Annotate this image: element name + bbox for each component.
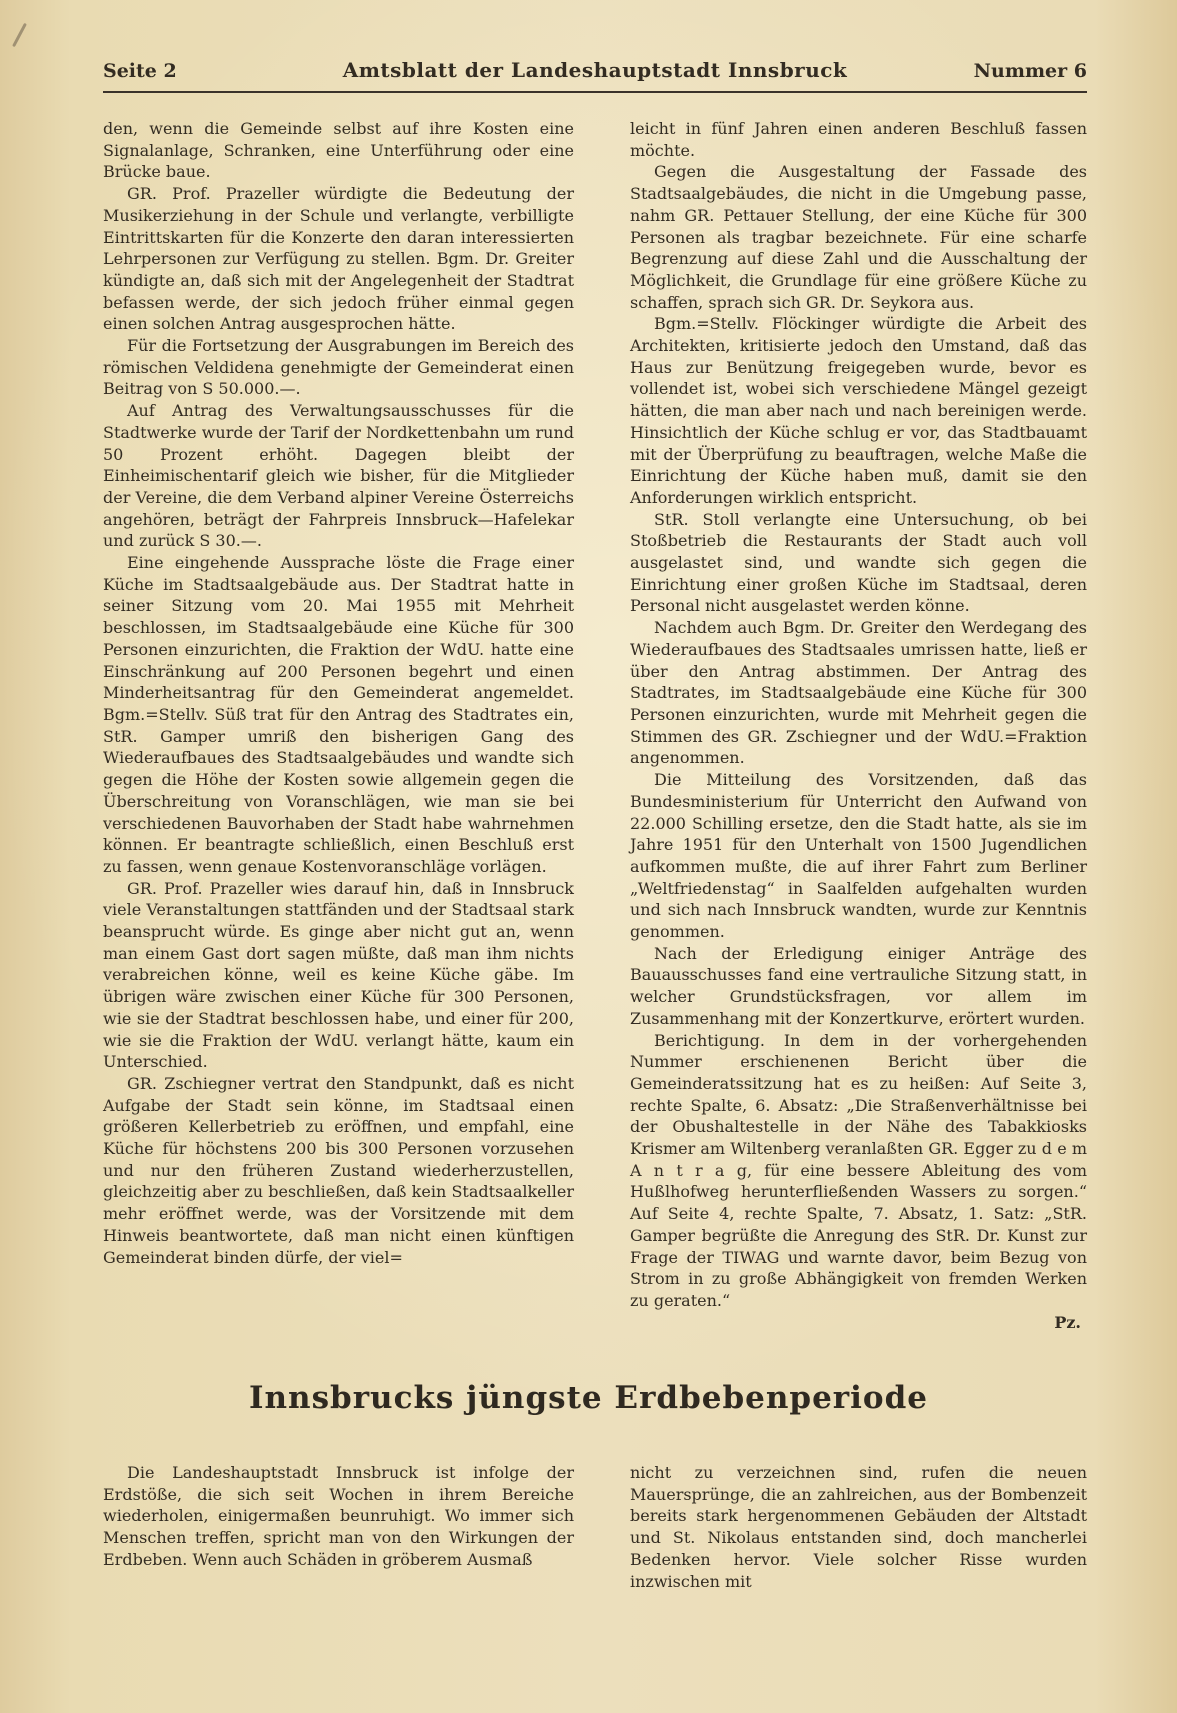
- paragraph: GR. Prof. Prazeller wies darauf hin, daß in Innsbruck viele Veranstaltungen stattfänden und der Stadtsaal stark beansprucht würde. Es ginge aber nicht gut an, wenn man einem Gast dort sagen müßte, daß man ihm nichts verabreichen könne, weil es keine Küche gäbe. Im übrigen wäre zwischen einer Küche für 300 Personen, wie sie der Stadtrat beschlossen habe, und einer für 200, wie sie die Fraktion der WdU. verlangt hätte, kaum ein Unterschied.: [103, 878, 574, 1072]
- council-article-left-column: [103, 118, 574, 1333]
- paragraph: leicht in fünf Jahren einen anderen Beschluß fassen möchte.: [630, 119, 1087, 160]
- paragraph: den, wenn die Gemeinde selbst auf ihre Kosten eine Signalanlage, Schranken, eine Unterführung oder eine Brücke baue.: [103, 119, 574, 182]
- earthquake-article-headline: Innsbrucks jüngste Erdbebenperiode: [249, 1380, 928, 1416]
- page-number-label: Seite 2: [103, 60, 177, 82]
- paper-pen-mark: [12, 23, 27, 47]
- paragraph: Nachdem auch Bgm. Dr. Greiter den Werdegang des Wiederaufbaues des Stadtsaales umrissen hatte, ließ er über den Antrag abstimmen. Der Antrag des Stadtrates, im Stadtsaalgebäude eine Küche für 300 Personen einzurichten, wurde mit Mehrheit gegen die Stimmen des GR. Zschiegner und der WdU.=Fraktion angenommen.: [630, 618, 1087, 768]
- council-article-right-column: [630, 118, 1087, 1333]
- paragraph: Bgm.=Stellv. Flöckinger würdigte die Arbeit des Architekten, kritisierte jedoch den Umstand, daß das Haus zur Benützung freigegeben wurde, bevor es vollendet ist, wobei sich verschiedene Mängel gezeigt hätten, die man aber nach und nach bereinigen werde. Hinsichtlich der Küche schlug er vor, das Stadtbauamt mit der Überprüfung zu beauftragen, welche Maße die Einrichtung der Küche haben muß, damit sie den Anforderungen wirklich entspricht.: [630, 314, 1087, 507]
- paragraph: Gegen die Ausgestaltung der Fassade des Stadtsaalgebäudes, die nicht in die Umgebung passe, nahm GR. Pettauer Stellung, der eine Küche für 300 Personen als tragbar bezeichnete. Für eine scharfe Begrenzung auf diese Zahl und die Ausschaltung der Möglichkeit, die Grundlage für eine größere Küche zu schaffen, sprach sich GR. Dr. Seykora aus.: [630, 162, 1087, 312]
- paragraph: Eine eingehende Aussprache löste die Frage einer Küche im Stadtsaalgebäude aus. Der Stadtrat hatte in seiner Sitzung vom 20. Mai 1955 mit Mehrheit beschlossen, im Stadtsaalgebäude eine Küche für 300 Personen einzurichten, die Fraktion der WdU. hatte eine Einschränkung auf 200 Personen begehrt und einen Minderheitsantrag für den Gemeinderat angemeldet. Bgm.=Stellv. Süß trat für den Antrag des Stadtrates ein, StR. Gamper umriß den bisherigen Gang des Wiederaufbaues des Stadtsaalgebäudes und wandte sich gegen die Höhe der Kosten sowie allgemein gegen die Überschreitung von Voranschlägen, wie man sie bei verschiedenen Bauvorhaben der Stadt habe wahrnehmen können. Er beantragte schließlich, einen Beschluß erst zu fassen, wenn genaue Kostenvoranschläge vorlägen.: [103, 553, 574, 876]
- paragraph: Die Landeshauptstadt Innsbruck ist infolge der Erdstöße, die sich seit Wochen in ihrem Bereiche wiederholen, einigermaßen beunruhigt. Wo immer sich Menschen treffen, spricht man von den Wirkungen der Erdbeben. Wenn auch Schäden in gröberem Ausmaß: [103, 1463, 574, 1569]
- author-signature: Pz.: [1054, 1312, 1081, 1332]
- paragraph: GR. Prof. Prazeller würdigte die Bedeutung der Musikerziehung in der Schule und verlangte, verbilligte Eintrittskarten für die Konzerte den daran interessierten Lehrpersonen zur Verfügung zu stellen. Bgm. Dr. Greiter kündigte an, daß sich mit der Angelegenheit der Stadtrat befassen werde, der sich jedoch früher einmal gegen einen solchen Antrag ausgesprochen hätte.: [103, 184, 574, 334]
- paragraph: Nach der Erledigung einiger Anträge des Bauausschusses fand eine vertrauliche Sitzung statt, in welcher Grundstücksfragen, vor allem im Zusammenhang mit der Konzertkurve, erörtert wurden.: [630, 943, 1087, 1028]
- paragraph: Für die Fortsetzung der Ausgrabungen im Bereich des römischen Veldidena genehmigte der Gemeinderat einen Beitrag von S 50.000.—.: [103, 336, 574, 399]
- council-article: [103, 118, 1087, 1333]
- paragraph: Auf Antrag des Verwaltungsausschusses für die Stadtwerke wurde der Tarif der Nordkettenbahn um rund 50 Prozent erhöht. Dagegen bleibt der Einheimischentarif gleich wie bisher, für die Mitglieder der Vereine, die dem Verband alpiner Vereine Österreichs angehören, beträgt der Fahrpreis Innsbruck—Hafelekar und zurück S 30.—.: [103, 401, 574, 551]
- paragraph: Die Mitteilung des Vorsitzenden, daß das Bundesministerium für Unterricht den Aufwand von 22.000 Schilling ersetze, den die Stadt hatte, als sie im Jahre 1951 für den Unterhalt von 1500 Jugendlichen aufkommen mußte, die auf ihrer Fahrt zum Berliner „Weltfriedenstag“ in Saalfelden aufgehalten wurden und sich nach Innsbruck wandten, wurde zur Kenntnis genommen.: [630, 770, 1087, 942]
- issue-number-label: Nummer 6: [973, 60, 1087, 82]
- earthquake-article: [103, 1462, 1087, 1592]
- earthquake-article-left-column: [103, 1462, 574, 1592]
- paragraph: GR. Zschiegner vertrat den Standpunkt, daß es nicht Aufgabe der Stadt sein könne, im Stadtsaal einen größeren Kellerbetrieb zu eröffnen, und empfahl, eine Küche für höchstens 200 bis 300 Personen vorzusehen und nur den früheren Zustand wiederherzustellen, gleichzeitig aber zu beschließen, daß kein Stadtsaalkeller mehr eröffnet werde, was der Vorsitzende mit dem Hinweis beantwortete, daß man nicht einen künftigen Gemeinderat binden dürfe, der viel=: [103, 1073, 574, 1267]
- earthquake-article-right-column: [630, 1462, 1087, 1592]
- paragraph: Berichtigung. In dem in der vorhergehenden Nummer erschienenen Bericht über die Gemeinderatssitzung hat es zu heißen: Auf Seite 3, rechte Spalte, 6. Absatz: „Die Straßenverhältnisse bei der Obushaltestelle in der Nähe des Tabakkiosks Krismer am Wiltenberg veranlaßten GR. Egger zu d e m A n t r a g, für eine bessere Ableitung des vom Hußlhofweg herunterfließenden Wassers zu sorgen.“ Auf Seite 4, rechte Spalte, 7. Absatz, 1. Satz: „StR. Gamper begrüßte die Anregung des StR. Dr. Kunst zur Frage der TIWAG und warnte davor, beim Bezug von Strom in zu große Abhängigkeit von fremden Werken zu geraten.“: [630, 1030, 1087, 1310]
- paragraph: StR. Stoll verlangte eine Untersuchung, ob bei Stoßbetrieb die Restaurants der Stadt auch voll ausgelastet sind, und wandte sich gegen die Einrichtung einer großen Küche im Stadtsaal, deren Personal nicht ausgelastet werden könne.: [630, 509, 1087, 616]
- masthead: [103, 58, 1087, 93]
- paper-title: Amtsblatt der Landeshauptstadt Innsbruck: [342, 58, 848, 82]
- paragraph: nicht zu verzeichnen sind, rufen die neuen Mauersprünge, die an zahlreichen, aus der Bombenzeit bereits stark hergenommenen Gebäuden der Altstadt und St. Nikolaus entstanden sind, doch mancherlei Bedenken hervor. Viele solcher Risse wurden inzwischen mit: [630, 1463, 1087, 1591]
